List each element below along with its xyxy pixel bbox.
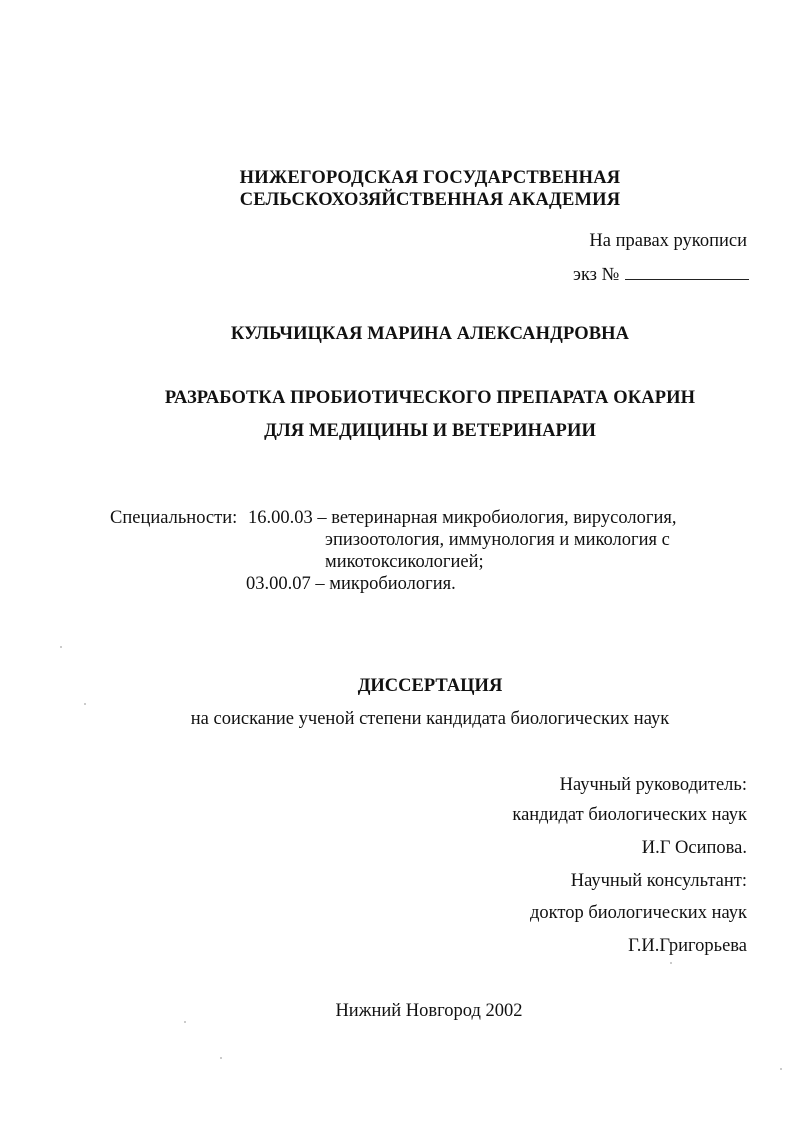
scan-speck: [84, 703, 86, 705]
dissertation-title-line-2: ДЛЯ МЕДИЦИНЫ И ВЕТЕРИНАРИИ: [264, 421, 596, 441]
author-name: КУЛЬЧИЦКАЯ МАРИНА АЛЕКСАНДРОВНА: [230, 324, 630, 344]
specialty-first-cont-2: микотоксикологией;: [325, 552, 484, 572]
consultant-degree: доктор биологических наук: [529, 903, 747, 923]
consultant-label: Научный консультант:: [570, 871, 747, 891]
scan-speck: [60, 646, 62, 648]
specialties-label: Специальности:: [110, 508, 238, 528]
work-type-subtitle: на соискание ученой степени кандидата биологических наук: [190, 709, 670, 729]
copy-number: [573, 263, 749, 286]
scan-speck: [220, 1057, 222, 1059]
institution-line-2: СЕЛЬСКОХОЗЯЙСТВЕННАЯ АКАДЕМИЯ: [239, 190, 621, 210]
consultant-name: Г.И.Григорьева: [628, 936, 747, 956]
supervisor-name: И.Г Осипова.: [641, 838, 747, 858]
supervisor-degree: кандидат биологических наук: [512, 805, 747, 825]
work-type-heading: ДИССЕРТАЦИЯ: [357, 676, 503, 696]
specialty-first: 16.00.03 – ветеринарная микробиология, вирусология,: [248, 508, 677, 528]
dissertation-title-line-1: РАЗРАБОТКА ПРОБИОТИЧЕСКОГО ПРЕПАРАТА ОКАРИН: [164, 388, 696, 408]
copy-number-label: экз №: [573, 265, 620, 285]
scan-speck: [780, 1068, 782, 1070]
city-year: Нижний Новгород 2002: [335, 1001, 523, 1021]
manuscript-rights: На правах рукописи: [589, 231, 747, 251]
copy-number-blank: [625, 263, 749, 280]
scan-speck: [670, 962, 672, 964]
specialty-second: 03.00.07 – микробиология.: [246, 574, 456, 594]
scan-speck: [184, 1021, 186, 1023]
supervisor-label: Научный руководитель:: [559, 775, 747, 795]
specialty-first-cont-1: эпизоотология, иммунология и микология с: [325, 530, 670, 550]
institution-line-1: НИЖЕГОРОДСКАЯ ГОСУДАРСТВЕННАЯ: [239, 168, 621, 188]
